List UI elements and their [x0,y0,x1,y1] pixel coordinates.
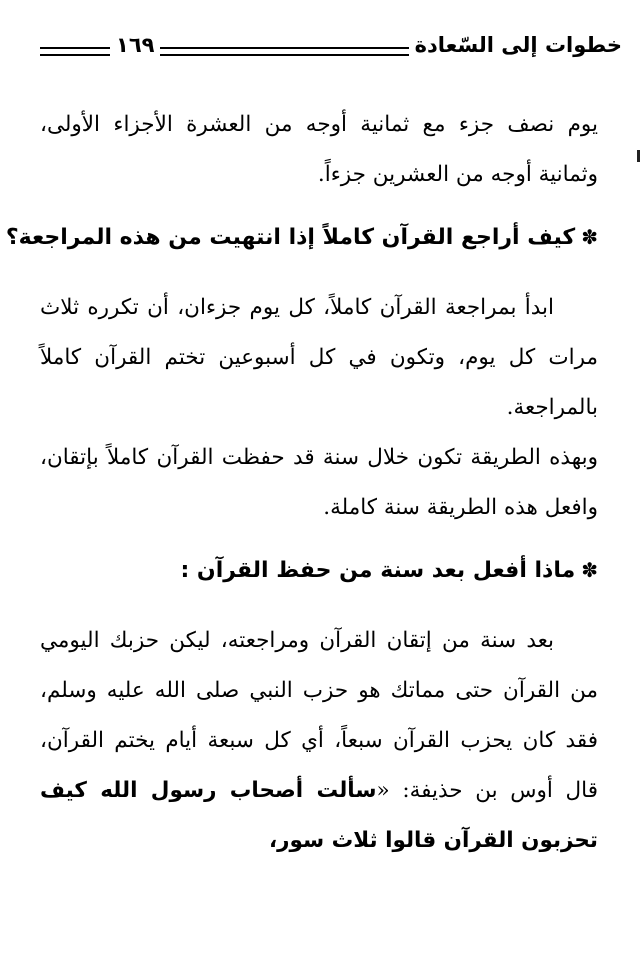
page-body [5,100,598,866]
header-rule-long [160,47,408,56]
paragraph-4 [40,616,598,866]
header-rule-short [40,47,110,56]
paragraph-3: وبهذه الطريقة تكون خلال سنة قد حفظت القرآن كاملاً بإتقان، وافعل هذه الطريقة سنة كاملة. [40,445,598,520]
hadith-quote: سألت أصحاب رسول الله كيف تحزبون القرآن قالوا ثلاث سور، [40,778,598,853]
section-heading-2-text: ماذا أفعل بعد سنة من حفظ القرآن : [180,558,576,583]
page-edge-mark [637,150,640,162]
paragraph-1: يوم نصف جزء مع ثمانية أوجه من العشرة الأجزاء الأولى، وثمانية أوجه من العشرين جزءاً. [40,112,598,187]
running-header [34,28,622,62]
paragraph-4-text: بعد سنة من إتقان القرآن ومراجعته، ليكن حزبك اليومي من القرآن حتى مماتك هو حزب النبي صلى الله عليه وسلم، فقد كان يحزب القرآن سبعاً، أي كل سبعة أيام يختم القرآن، قال أوس بن حذيفة: « [40,628,598,803]
section-heading-1 [5,212,598,263]
book-title: خطوات إلى السّعادة [414,33,622,57]
section-heading-2 [40,545,598,596]
page-number: ١٦٩ [116,33,155,57]
paragraph-2: ابدأ بمراجعة القرآن كاملاً، كل يوم جزءان، أن تكرره ثلاث مرات كل يوم، وتكون في كل أسبوعين تختم القرآن كاملاً بالمراجعة. [40,295,598,420]
star-bullet-icon: ✽ [581,558,598,582]
star-bullet-icon: ✽ [581,225,598,249]
section-heading-1-text: كيف أراجع القرآن كاملاً إذا انتهيت من هذه المراجعة؟ [5,225,576,250]
